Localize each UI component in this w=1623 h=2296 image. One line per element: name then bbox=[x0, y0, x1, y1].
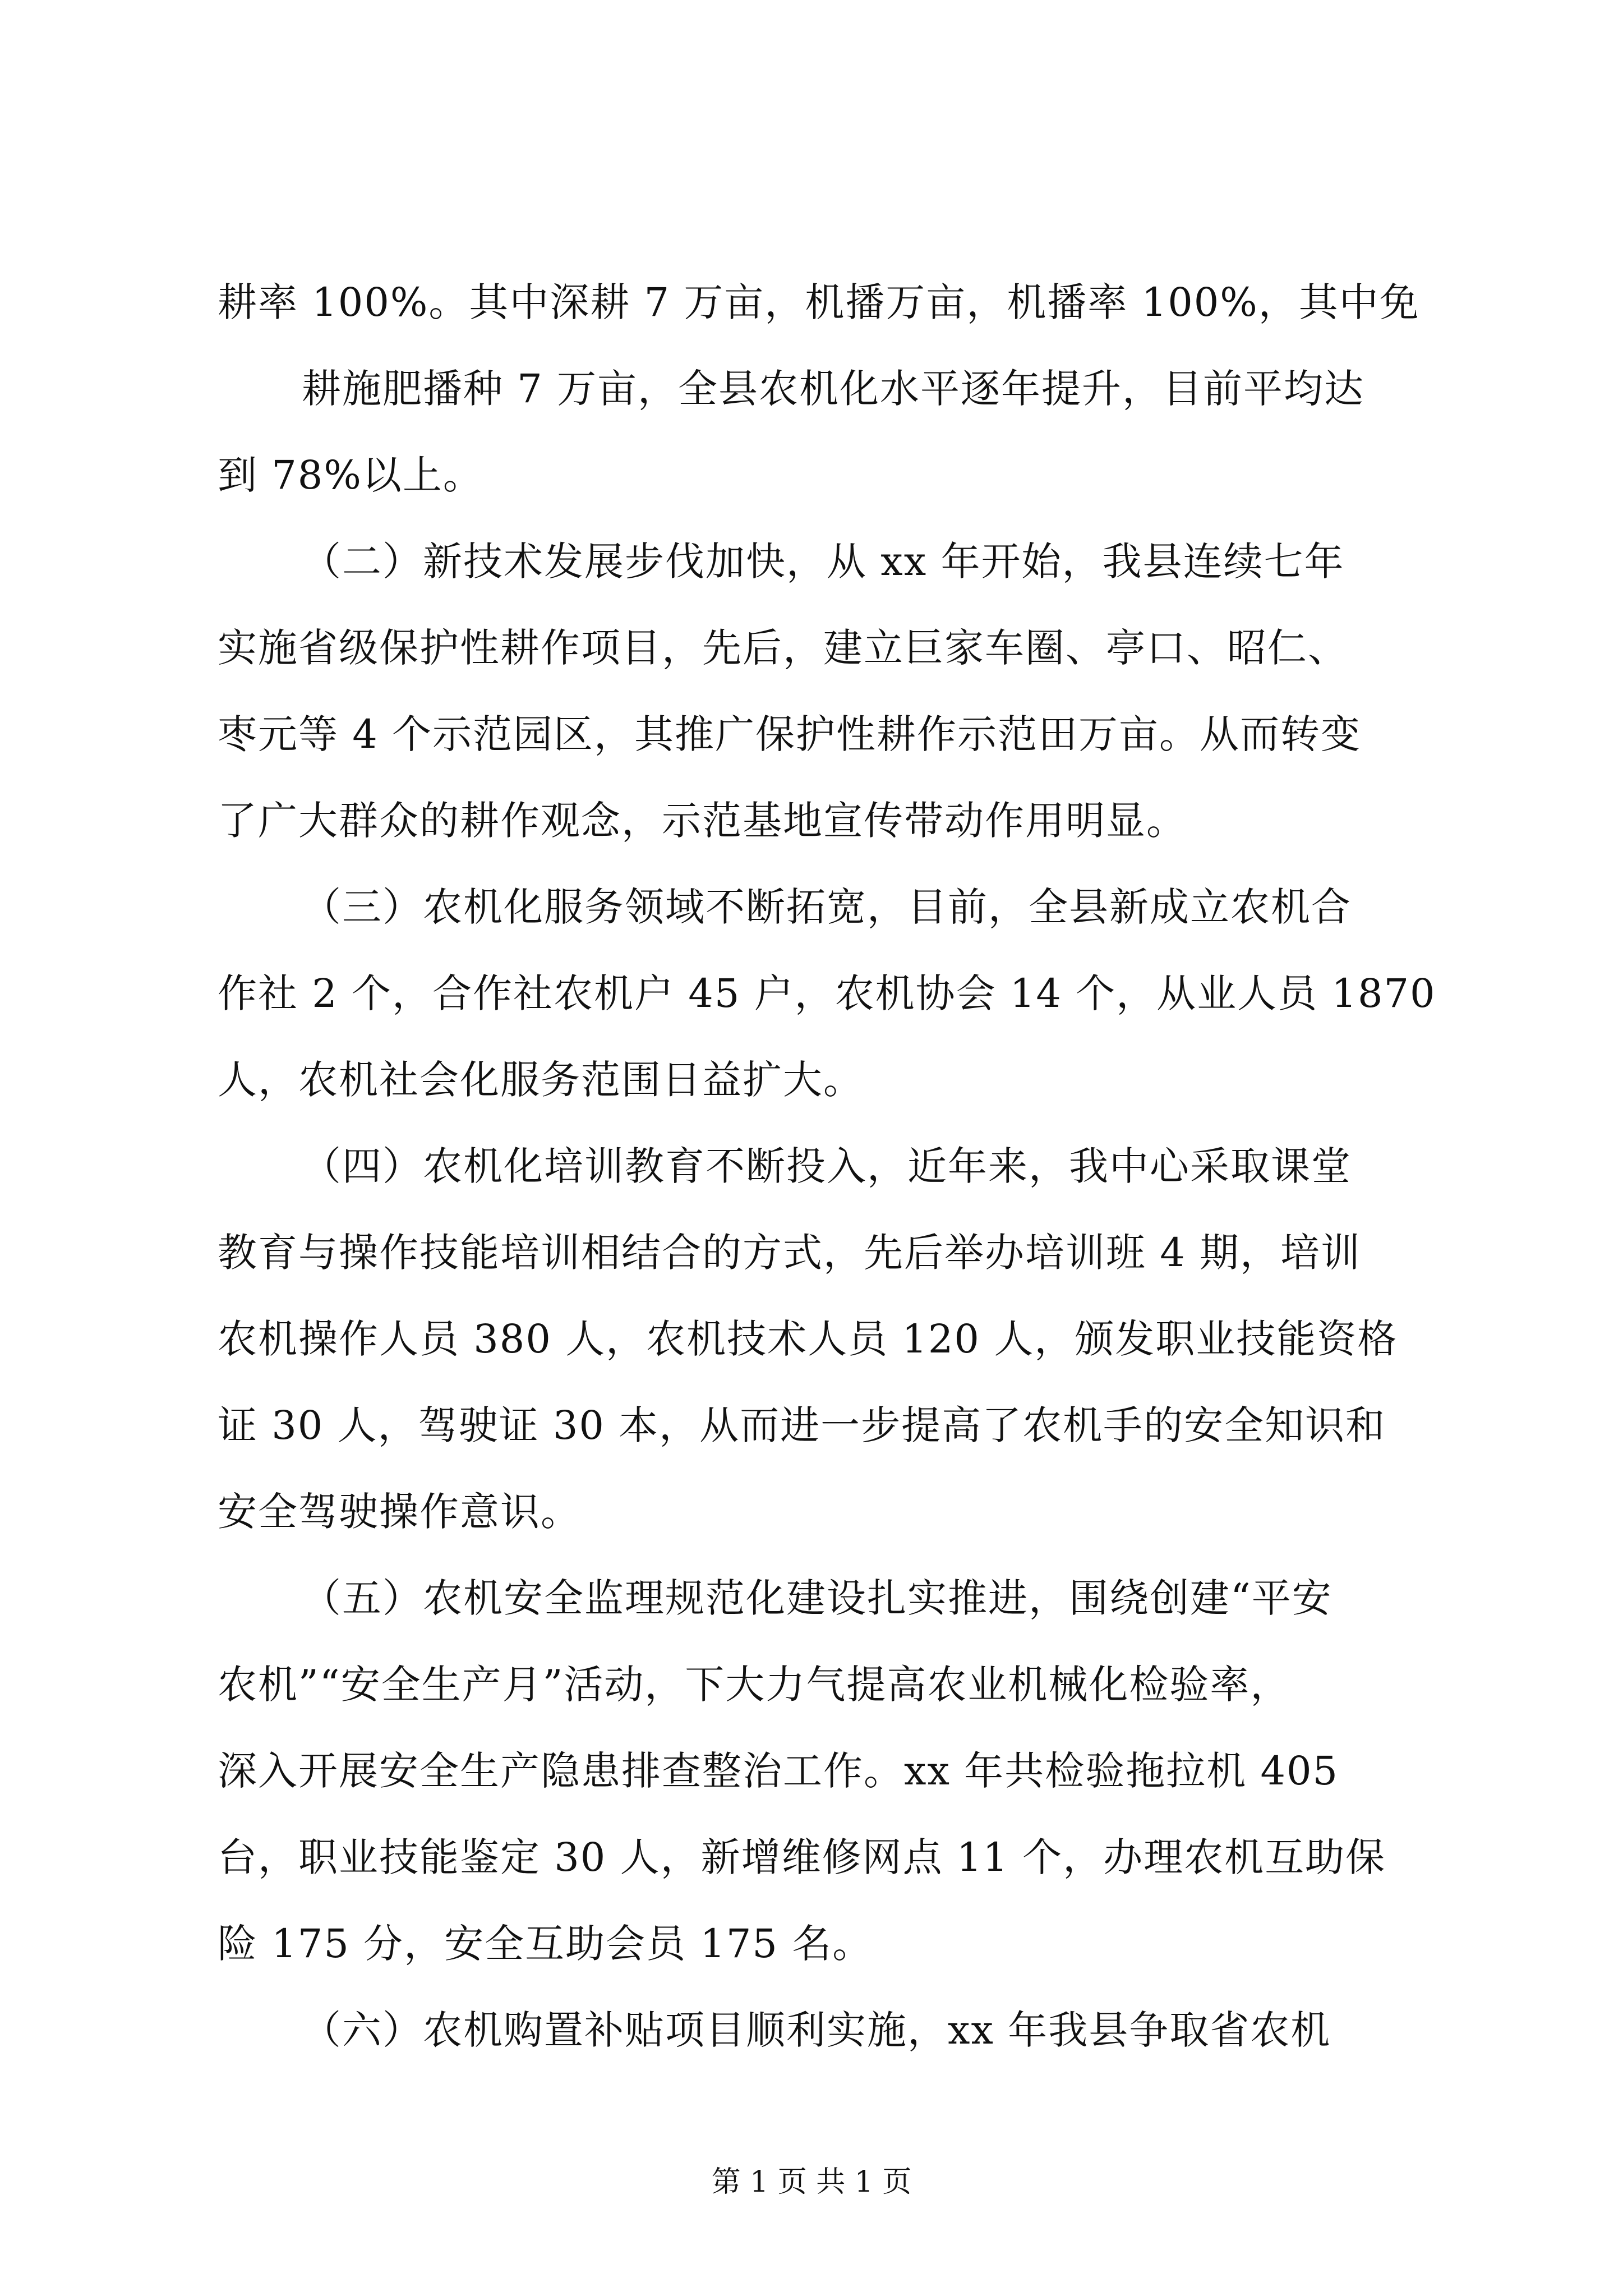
paragraph-5-start: （五）农机安全监理规范化建设扎实推进，围绕创建“平安 bbox=[302, 1575, 1332, 1621]
paragraph-2-start: （二）新技术发展步伐加快，从 xx 年开始，我县连续七年 bbox=[302, 539, 1345, 585]
text-line: 教育与操作技能培训相结合的方式，先后举办培训班 4 期，培训 bbox=[218, 1230, 1362, 1276]
paragraph-6-start: （六）农机购置补贴项目顺利实施，xx 年我县争取省农机 bbox=[302, 2007, 1331, 2053]
text-line: 作社 2 个，合作社农机户 45 户，农机协会 14 个，从业人员 1870 bbox=[218, 970, 1436, 1016]
text-line: 农机操作人员 380 人，农机技术人员 120 人，颁发职业技能资格 bbox=[218, 1316, 1398, 1362]
text-line: 耕施肥播种 7 万亩，全县农机化水平逐年提升，目前平均达 bbox=[302, 366, 1365, 412]
page-footer: 第 1 页 共 1 页 bbox=[711, 2165, 912, 2199]
text-line: 耕率 100%。其中深耕 7 万亩，机播万亩，机播率 100%，其中免 bbox=[218, 279, 1420, 325]
paragraph-4-start: （四）农机化培训教育不断投入，近年来，我中心采取课堂 bbox=[302, 1143, 1352, 1189]
body-text bbox=[218, 259, 1436, 2073]
text-line: 到 78%以上。 bbox=[218, 452, 483, 498]
text-line: 枣元等 4 个示范园区，其推广保护性耕作示范田万亩。从而转变 bbox=[218, 711, 1362, 757]
paragraph-3-start: （三）农机化服务领域不断拓宽，目前，全县新成立农机合 bbox=[302, 884, 1352, 930]
text-line: 了广大群众的耕作观念，示范基地宣传带动作用明显。 bbox=[218, 798, 1187, 844]
text-line: 证 30 人，驾驶证 30 本，从而进一步提高了农机手的安全知识和 bbox=[218, 1402, 1386, 1448]
text-line: 深入开展安全生产隐患排查整治工作。xx 年共检验拖拉机 405 bbox=[218, 1748, 1339, 1794]
text-line: 人，农机社会化服务范围日益扩大。 bbox=[218, 1057, 864, 1103]
text-line: 农机”“安全生产月”活动，下大力气提高农业机械化检验率， bbox=[218, 1662, 1291, 1708]
text-line: 实施省级保护性耕作项目，先后，建立巨家车圈、亭口、昭仁、 bbox=[218, 625, 1348, 671]
text-line: 安全驾驶操作意识。 bbox=[218, 1489, 581, 1535]
text-line: 险 175 分，安全互助会员 175 名。 bbox=[218, 1921, 873, 1967]
text-line: 台，职业技能鉴定 30 人，新增维修网点 11 个，办理农机互助保 bbox=[218, 1834, 1386, 1880]
